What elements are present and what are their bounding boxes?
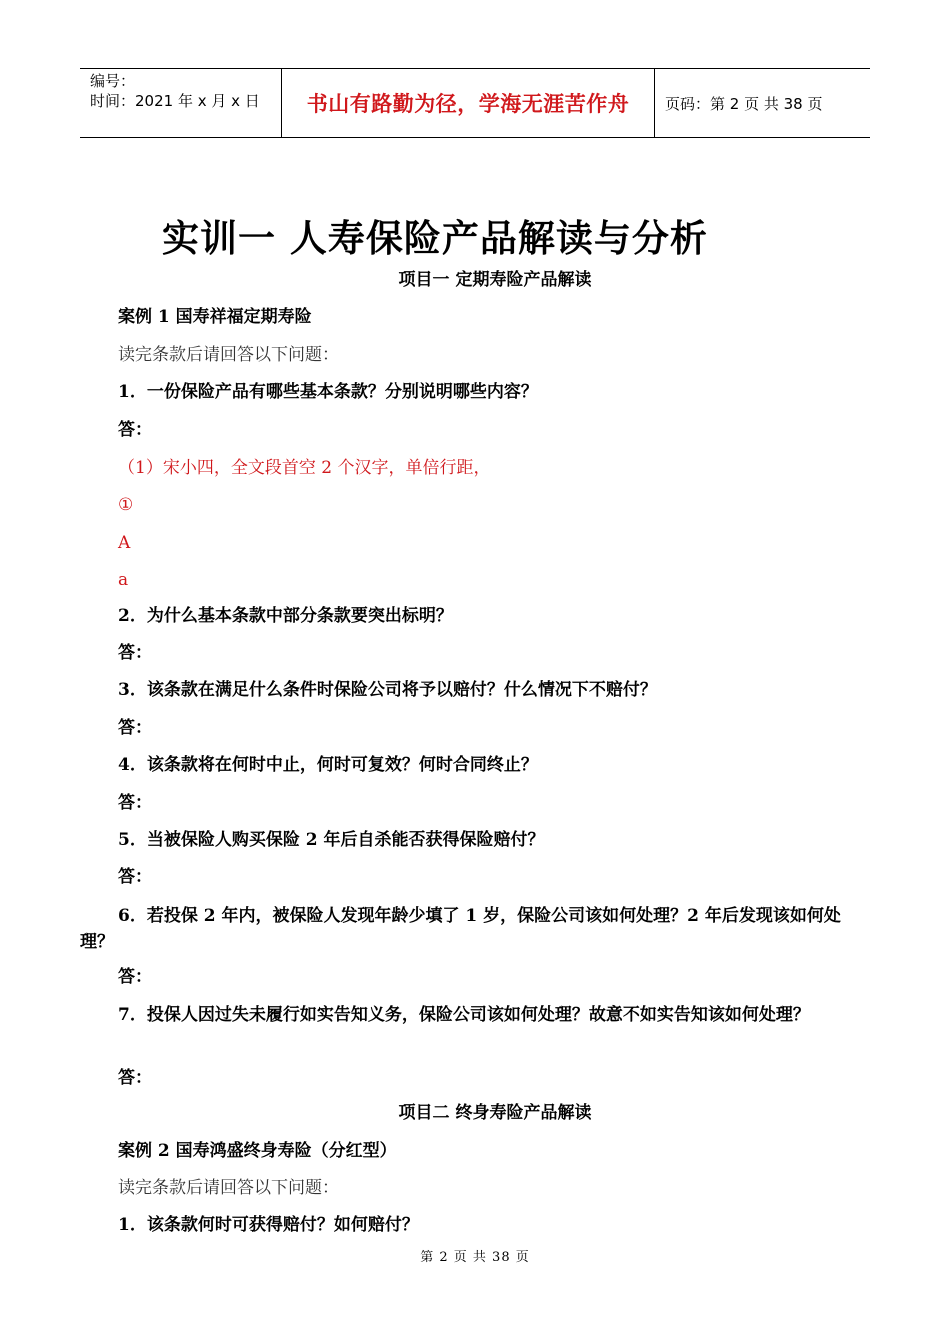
- page-footer: 第 2 页 共 38 页: [420, 1250, 530, 1265]
- section2-instruction: 读完条款后请回答以下问题：: [118, 1178, 339, 1198]
- section1-question-4: 4．该条款将在何时中止，何时可复效？何时合同终止？: [118, 755, 538, 775]
- format-note: （1）宋小四，全文段首空 2 个汉字，单倍行距，: [118, 458, 491, 478]
- section2-heading: 项目二 终身寿险产品解读: [398, 1103, 592, 1123]
- header-time: 时间：2021 年 x 月 x 日: [90, 92, 260, 110]
- section1-heading: 项目一 定期寿险产品解读: [398, 270, 592, 290]
- section1-answer-5: 答：: [118, 867, 152, 887]
- section1-instruction: 读完条款后请回答以下问题：: [118, 345, 339, 365]
- section2-case-title: 案例 2 国寿鸿盛终身寿险（分红型）: [118, 1141, 397, 1161]
- section1-answer-2: 答：: [118, 643, 152, 663]
- header-motto: 书山有路勤为径，学海无涯苦作舟: [282, 69, 655, 137]
- header-number: 编号：: [90, 72, 136, 90]
- section1-question-3: 3．该条款在满足什么条件时保险公司将予以赔付？什么情况下不赔付？: [118, 680, 657, 700]
- header-meta-cell: [80, 69, 282, 137]
- format-lower-letter: a: [118, 570, 129, 590]
- section1-question-2: 2．为什么基本条款中部分条款要突出标明？: [118, 606, 453, 626]
- section1-question-6: 6．若投保 2 年内，被保险人发现年龄少填了 1 岁，保险公司该如何处理？2 年后发现该如何处理？: [80, 906, 841, 952]
- document-title: 实训一 人寿保险产品解读与分析: [162, 217, 708, 260]
- section1-answer-1: 答：: [118, 420, 152, 440]
- section1-question-5: 5．当被保险人购买保险 2 年后自杀能否获得保险赔付？: [118, 830, 545, 850]
- section2-question-1: 1．该条款何时可获得赔付？如何赔付？: [118, 1215, 419, 1235]
- section1-question-1: 1．一份保险产品有哪些基本条款？分别说明哪些内容？: [118, 382, 538, 402]
- section1-answer-3: 答：: [118, 718, 152, 738]
- format-circle-numeral: ①: [118, 495, 134, 515]
- section1-answer-4: 答：: [118, 793, 152, 813]
- section1-case-title: 案例 1 国寿祥福定期寿险: [118, 307, 312, 327]
- section1-answer-6: 答：: [118, 967, 152, 987]
- section1-answer-7: 答：: [118, 1068, 152, 1088]
- format-upper-letter: A: [118, 533, 131, 553]
- page-header: [80, 68, 870, 138]
- section1-question-7: 7．投保人因过失未履行如实告知义务，保险公司该如何处理？故意不如实告知该如何处理？: [118, 1005, 810, 1025]
- header-page-info: 页码：第 2 页 共 38 页: [665, 94, 823, 113]
